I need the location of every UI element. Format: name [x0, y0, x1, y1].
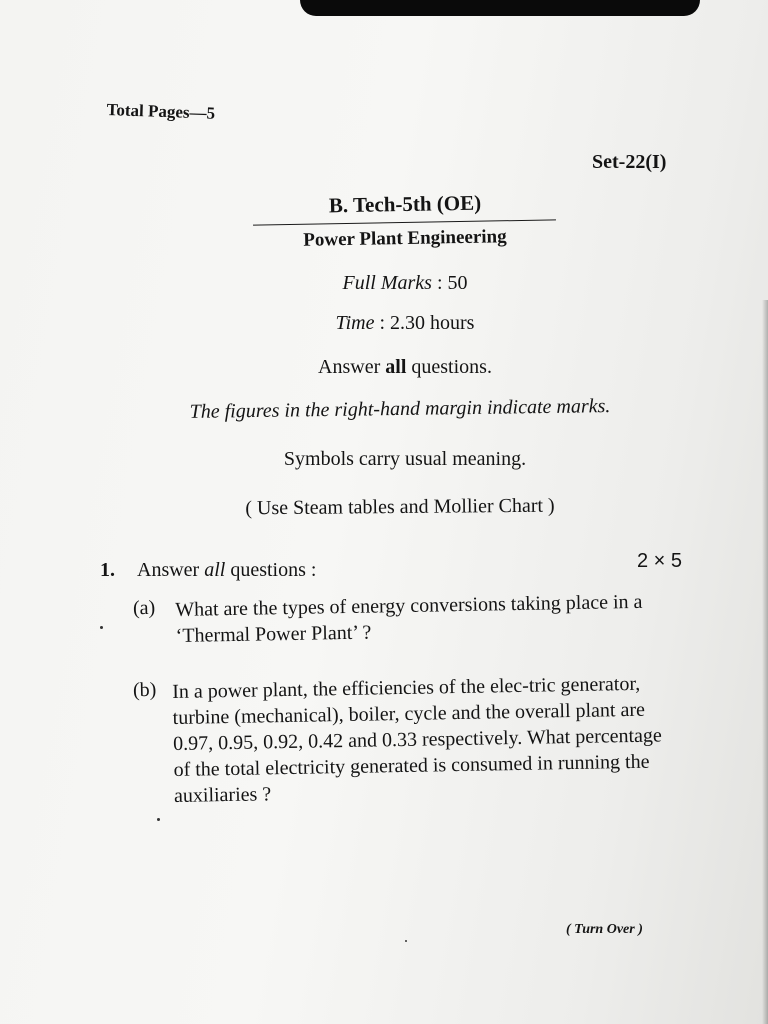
- question-number: 1.: [100, 559, 115, 581]
- part-b-text: In a power plant, the efficiencies of the elec-tric generator, turbine (mechanical), boiler, cycle and the overall plant are 0.97, 0.95, 0.92, 0.42 and 0.33 respectively. What percentage of the total electricity generated is consumed in running the auxiliaries ?: [172, 672, 663, 807]
- full-marks-value: : 50: [436, 272, 468, 294]
- answer-bold: all: [385, 356, 407, 378]
- speck: [157, 818, 160, 821]
- speck: [405, 940, 407, 942]
- question-prefix: Answer: [137, 559, 205, 581]
- question-suffix: questions :: [225, 559, 317, 581]
- part-b-label: (b): [132, 678, 157, 702]
- speck: [100, 626, 103, 629]
- part-a-text: What are the types of energy conversions taking place in a ‘Thermal Power Plant’ ?: [175, 590, 643, 647]
- question-heading: [137, 559, 316, 582]
- exam-time: [250, 312, 560, 335]
- time-label: Time: [335, 312, 375, 334]
- full-marks: [250, 272, 560, 295]
- question-emphasis: all: [204, 559, 226, 581]
- answer-prefix: Answer: [318, 356, 386, 378]
- set-code: Set-22(I): [592, 151, 667, 173]
- part-a-label: (a): [132, 596, 156, 620]
- page-edge-shadow: [762, 300, 768, 1024]
- time-value: : 2.30 hours: [379, 312, 475, 334]
- tables-note: ( Use Steam tables and Mollier Chart ): [245, 494, 555, 520]
- turn-over: ( Turn Over ): [566, 922, 643, 937]
- symbols-note: Symbols carry usual meaning.: [283, 448, 527, 470]
- answer-all-instruction: [200, 356, 610, 379]
- subject-title: Power Plant Engineering: [303, 226, 507, 251]
- answer-suffix: questions.: [406, 356, 492, 378]
- full-marks-label: Full Marks: [342, 272, 432, 294]
- top-shadow: [300, 0, 700, 16]
- total-pages: Total Pages—5: [106, 100, 216, 123]
- question-marks: 2 × 5: [637, 550, 683, 572]
- title-divider: [253, 219, 556, 225]
- degree-title: B. Tech-5th (OE): [328, 190, 482, 218]
- figures-note: The figures in the right-hand margin indicate marks.: [189, 395, 611, 423]
